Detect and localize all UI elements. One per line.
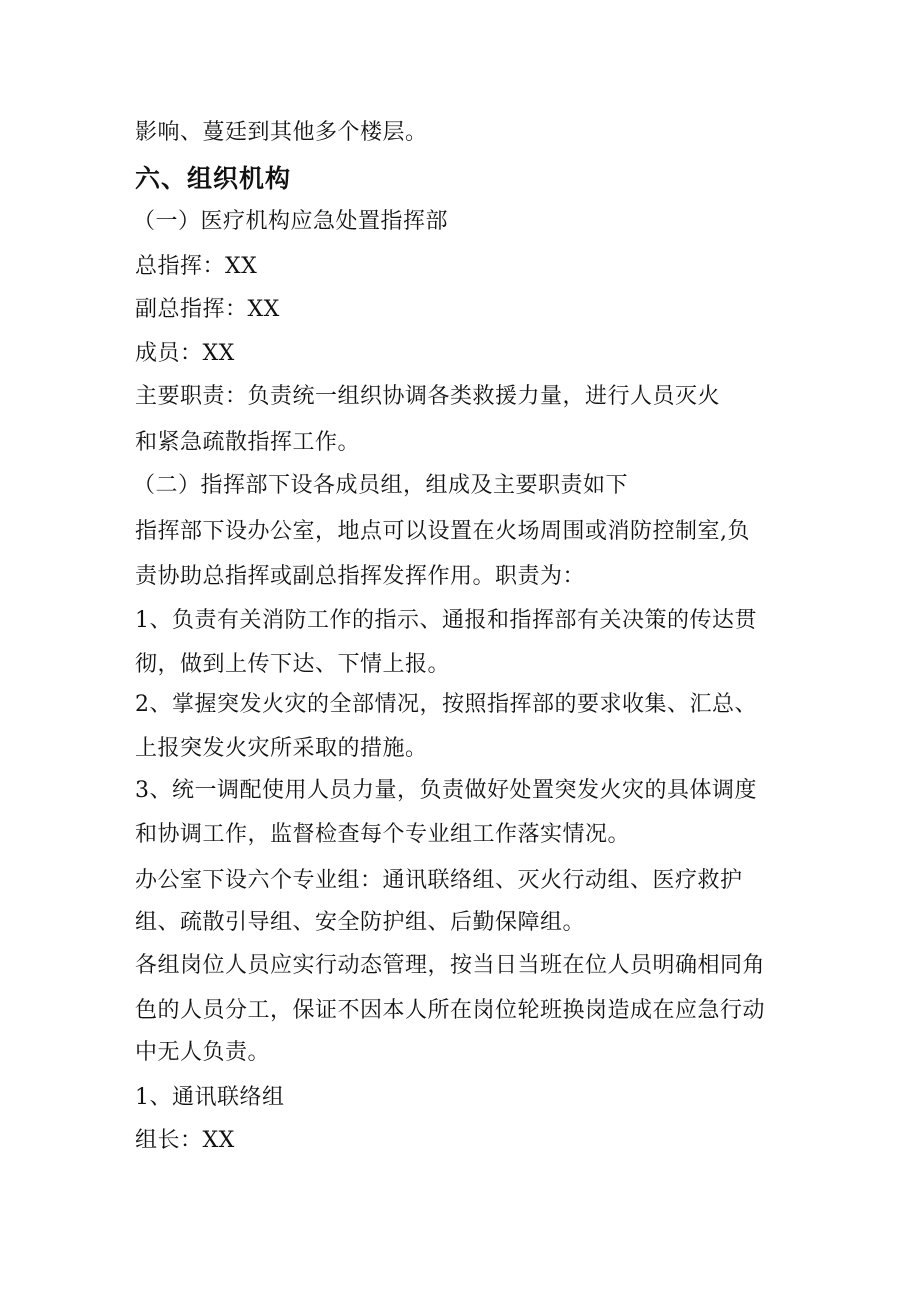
text-line: 3、统一调配使用人员力量，负责做好处置突发火灾的具体调度 <box>135 778 757 803</box>
text-line: 中无人负责。 <box>135 1040 271 1065</box>
text-line: 责协助总指挥或副总指挥发挥作用。职责为： <box>135 564 586 589</box>
text-line: 和协调工作，监督检查每个专业组工作落实情况。 <box>135 822 631 847</box>
subsection-heading: （一）医疗机构应急处置指挥部 <box>133 209 449 234</box>
text-line: 色的人员分工，保证不因本人所在岗位轮班换岗造成在应急行动 <box>135 998 766 1023</box>
text-line: 组长：XX <box>135 1128 235 1153</box>
text-line: 彻，做到上传下达、下情上报。 <box>135 652 451 677</box>
text-line: 和紧急疏散指挥工作。 <box>135 430 361 455</box>
text-line: 组、疏散引导组、安全防护组、后勤保障组。 <box>135 910 586 935</box>
text-line: 1、通讯联络组 <box>135 1085 285 1110</box>
text-line: 副总指挥：XX <box>135 297 280 322</box>
text-line: 影响、蔓廷到其他多个楼层。 <box>135 120 428 145</box>
subsection-heading: （二）指挥部下设各成员组，组成及主要职责如下 <box>133 473 629 498</box>
text-line: 成员：XX <box>135 341 235 366</box>
text-line: 办公室下设六个专业组：通讯联络组、灭火行动组、医疗救护 <box>135 868 743 893</box>
text-line: 主要职责：负责统一组织协调各类救援力量，进行人员灭火 <box>135 384 721 409</box>
text-line: 各组岗位人员应实行动态管理，按当日当班在位人员明确相同角 <box>135 953 766 978</box>
text-line: 2、掌握突发火灾的全部情况，按照指挥部的要求收集、汇总、 <box>135 692 757 717</box>
text-line: 总指挥：XX <box>135 254 258 279</box>
text-line: 上报突发火灾所采取的措施。 <box>135 736 428 761</box>
section-heading: 六、组织机构 <box>135 164 292 193</box>
text-line: 1、负责有关消防工作的指示、通报和指挥部有关决策的传达贯 <box>135 608 757 633</box>
text-line: 指挥部下设办公室，地点可以设置在火场周围或消防控制室,负 <box>135 519 750 544</box>
